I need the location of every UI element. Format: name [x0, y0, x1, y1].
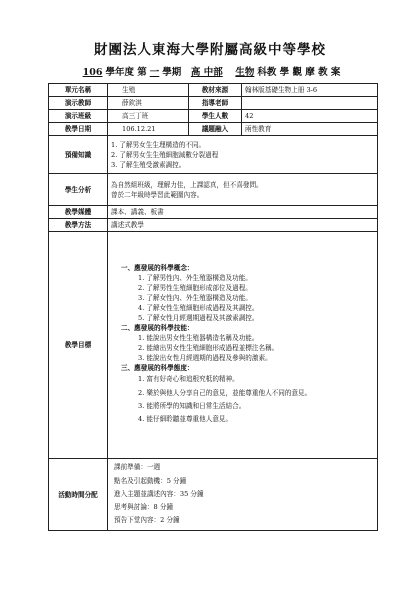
subtitle-text-2: 學期: [162, 67, 182, 78]
teaching-media-label: 教學媒體: [49, 206, 108, 219]
list-item: 曾於二年級時學習此範圍內容。: [111, 190, 204, 199]
teaching-method-value: 講述式教學: [108, 219, 378, 232]
list-item: 2. 了解男性生殖細胞形成部位及過程。: [138, 284, 252, 293]
date-value: 106.12.21: [108, 123, 189, 136]
document-title: 財團法人東海大學附屬高級中等學校: [94, 42, 326, 58]
document-subtitle: [0, 64, 420, 78]
students-label: 學生人數: [189, 110, 242, 123]
list-item: 2. 能繪出男女性生殖細胞形成過程並標注名稱。: [138, 344, 279, 353]
list-item: 1. 了解男性內、外生殖器構造及功能。: [138, 274, 252, 283]
subtitle-text-1: 學年度 第: [105, 67, 147, 78]
time-allocation-label: 活動時間分配: [49, 459, 108, 531]
issue-label: 議題融入: [189, 123, 242, 136]
time-allocation-value: [108, 459, 378, 531]
table-row: [49, 232, 378, 459]
list-item: 4. 能仔細聆聽並尊重他人意見。: [138, 415, 233, 424]
table-row: [49, 123, 378, 136]
teacher-label: 演示教師: [49, 97, 108, 110]
list-item: 進入主題並講述內容：35 分鐘: [114, 489, 204, 498]
list-item: 3. 能說出女性月經週期的過程及參與的激素。: [138, 354, 272, 363]
mentor-label: 指導老師: [189, 97, 242, 110]
school-year: 106: [82, 67, 103, 78]
list-item: 3. 能將所學的知識和日常生活結合。: [138, 402, 246, 410]
list-item: 1. 了解男女生生理構造的不同。: [111, 140, 206, 149]
table-row: [49, 97, 378, 110]
list-item: 為自然組班級，理解力佳，上課認真，但不喜發問。: [111, 180, 263, 189]
issue-value: 兩性教育: [242, 123, 378, 136]
list-item: 1. 富有好奇心和追根究柢的精神。: [138, 375, 239, 384]
date-label: 教學日期: [49, 123, 108, 136]
prior-knowledge-label: 預備知識: [49, 136, 108, 174]
class-value: 高三丁班: [108, 110, 189, 123]
teaching-goals-label: 教學目標: [49, 232, 108, 459]
table-row: [49, 84, 378, 97]
unit-label: 單元名稱: [49, 84, 108, 97]
table-row: [49, 219, 378, 232]
list-item: 預告下堂內容：2 分鐘: [114, 516, 180, 525]
material-value: 翰林版基礎生物上冊 3-6: [242, 84, 378, 97]
list-item: 4. 了解女性生殖細胞形成過程及其調控。: [138, 304, 259, 313]
table-row: [49, 174, 378, 206]
list-item: 課前準備：一週: [114, 463, 161, 472]
list-item: 3. 了解生殖受激素調控。: [111, 160, 186, 169]
list-item: 2. 樂於與他人分享自己的意見，並能尊重他人不同的意見。: [138, 388, 312, 397]
table-row: [49, 136, 378, 174]
teaching-method-label: 教學方法: [49, 219, 108, 232]
students-value: 42: [242, 110, 378, 123]
list-item: 5. 了解女性月經週期過程及其激素調控。: [138, 314, 259, 323]
lesson-plan-table: [48, 83, 378, 531]
subject: 生物: [235, 67, 255, 78]
semester: 一: [149, 67, 160, 78]
goal-section-heading: 二、應發展的科學技能：: [121, 324, 194, 333]
table-row: [49, 110, 378, 123]
student-analysis-label: 學生分析: [49, 174, 108, 206]
list-item: 3. 了解女性內、外生殖器構造及功能。: [138, 294, 252, 303]
teaching-media-value: 課本、講義、板書: [108, 206, 378, 219]
goal-section-heading: 三、應發展的科學態度：: [121, 364, 194, 373]
student-analysis-value: [108, 174, 378, 206]
table-row: [49, 206, 378, 219]
prior-knowledge-value: [108, 136, 378, 174]
list-item: 點名及引起動機：5 分鐘: [114, 476, 187, 485]
table-row: [49, 459, 378, 531]
class-label: 演示班級: [49, 110, 108, 123]
mentor-value: [242, 97, 378, 110]
goal-section-heading: 一、應發展的科學概念：: [121, 264, 194, 273]
teaching-goals-value: [108, 232, 378, 459]
unit-value: 生殖: [108, 84, 189, 97]
material-label: 教材來源: [189, 84, 242, 97]
list-item: 思考與討論：8 分鐘: [114, 503, 174, 512]
subtitle-text-3: 科教 學 觀 摩 教 案: [257, 67, 341, 78]
teacher-value: 薛欽淇: [108, 97, 189, 110]
list-item: 1. 能說出男女性生殖器構造名稱及功能。: [138, 334, 259, 343]
list-item: 2. 了解男女生生殖細胞減數分裂過程: [111, 150, 219, 159]
department: 高 中部: [190, 67, 223, 78]
